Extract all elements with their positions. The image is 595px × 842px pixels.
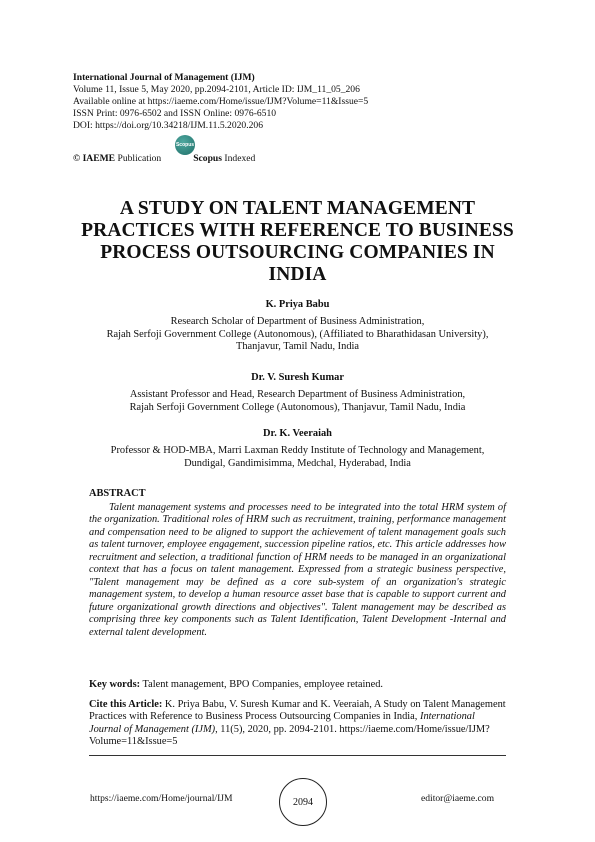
author-name: Dr. K. Veeraiah xyxy=(263,428,332,439)
issn-info: ISSN Print: 0976-6502 and ISSN Online: 0976-6510 xyxy=(73,108,277,119)
author-name: Dr. V. Suresh Kumar xyxy=(251,372,344,383)
available-online: Available online at https://iaeme.com/Home/issue/IJM?Volume=11&Issue=5 xyxy=(73,96,369,107)
page-number: 2094 xyxy=(279,778,327,826)
author-block-2 xyxy=(40,372,555,414)
abstract-section xyxy=(89,488,506,639)
author-affiliation: Assistant Professor and Head, Research Department of Business Administration, xyxy=(129,389,466,401)
issue-info: Volume 11, Issue 5, May 2020, pp.2094-2101, Article ID: IJM_11_05_206 xyxy=(73,84,360,95)
article-title: A STUDY ON TALENT MANAGEMENT PRACTICES WITH REFERENCE TO BUSINESS PROCESS OUTSOURCING COMPANIES IN INDIA xyxy=(81,198,514,285)
keywords-text: Talent management, BPO Companies, employee retained. xyxy=(142,679,384,690)
journal-header xyxy=(73,72,368,132)
author-affiliation: Rajah Serfoji Government College (Autonomous), (Affiliated to Bharathidasan University), xyxy=(106,328,489,340)
divider xyxy=(89,755,506,756)
author-block-3 xyxy=(40,428,555,470)
cite-text: K. Priya Babu, V. Suresh Kumar and K. Veeraiah, A Study on Talent Management Practices with Reference to Business Process Outsourcing Companies in India, xyxy=(89,699,506,723)
doi-info: DOI: https://doi.org/10.34218/IJM.11.5.2020.206 xyxy=(73,120,264,131)
keywords xyxy=(89,679,506,691)
publisher-text: © IAEME Publication xyxy=(73,153,162,164)
author-name: K. Priya Babu xyxy=(265,299,330,310)
scopus-indexed: Scopus Indexed xyxy=(193,153,256,164)
author-affiliation: Dundigal, Gandimisimma, Medchal, Hyderabad, India xyxy=(184,457,411,469)
author-block-1 xyxy=(40,299,555,354)
journal-name: International Journal of Management (IJM) xyxy=(73,72,255,83)
footer-email-link[interactable]: editor@iaeme.com xyxy=(421,793,495,804)
cite-url[interactable]: https://iaeme.com/Home/issue/IJM?Volume=11&Issue=5 xyxy=(89,723,490,748)
cite-journal: International Journal of Management (IJM) xyxy=(89,711,475,735)
author-affiliation: Professor & HOD-MBA, Marri Laxman Reddy Institute of Technology and Management, xyxy=(110,445,485,457)
abstract-text: Talent management systems and processes need to be integrated into the total HRM system of the organization. Traditional roles of HRM such as recruitment, training, performance management and compensation need to be aligned to support the achievement of talent management goals such as talent turnover, employee engagement, succession pipeline ratios, etc. This article addresses how recruitment and selection, a traditional function of HRM needs to be managed in an organizational context that has a focus on talent management. Expressed from a strategic business perspective, "Talent management may be defined as a core sub-system of an organization's strategic management system, to develop a human resource asset base that is capable to support current and future organizational growth directions and objectives". Talent management may be described as comprising three key components such as Talent Identification, Talent Development -Internal and external talent development. xyxy=(89,501,506,638)
citation xyxy=(89,699,506,749)
author-affiliation: Research Scholar of Department of Business Administration, xyxy=(170,316,425,328)
abstract-heading: ABSTRACT xyxy=(89,488,146,499)
publisher-line xyxy=(73,138,255,162)
author-affiliation: Thanjavur, Tamil Nadu, India xyxy=(235,341,360,353)
footer-journal-link[interactable]: https://iaeme.com/Home/journal/IJM xyxy=(90,793,233,804)
cite-volume: , 11(5), 2020, pp. 2094-2101. xyxy=(215,723,337,735)
cite-label: Cite this Article: xyxy=(89,699,163,710)
author-affiliation: Rajah Serfoji Government College (Autonomous), Thanjavur, Tamil Nadu, India xyxy=(129,401,466,413)
keywords-label: Key words: xyxy=(89,679,141,690)
scopus-logo-icon: Scopus xyxy=(175,135,195,155)
